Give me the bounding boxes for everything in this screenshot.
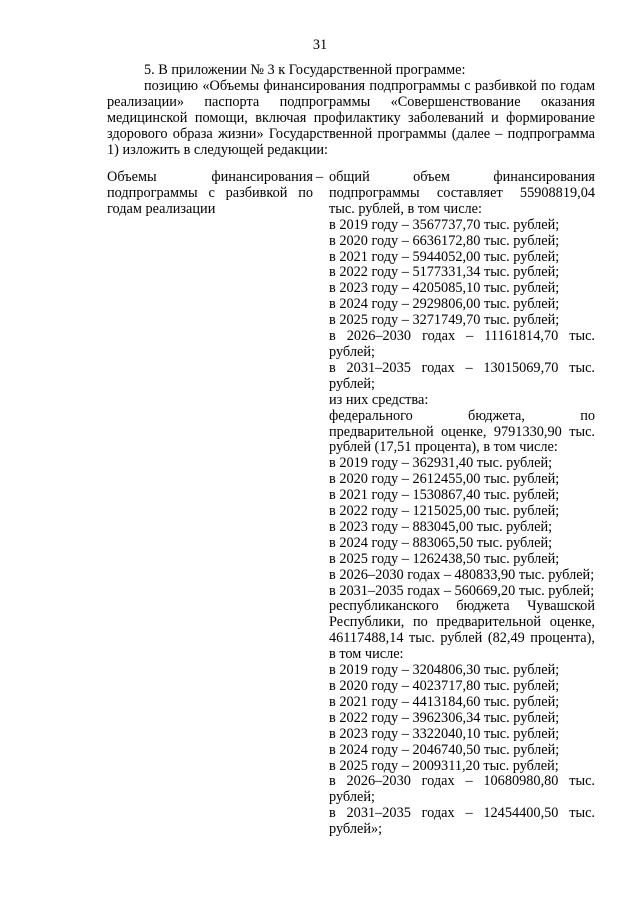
federal-year-line: в 2021 году – 1530867,40 тыс. рублей; bbox=[329, 487, 560, 504]
republic-funding: республиканского бюджета Чувашской Республики, по предварительной оценке, 46117488,14 тыс. рублей (82,49 процента), в том числе: bbox=[329, 598, 595, 663]
total-year-line: в 2019 году – 3567737,70 тыс. рублей; bbox=[329, 216, 560, 233]
federal-year-line: в 2019 году – 362931,40 тыс. рублей; bbox=[329, 455, 553, 472]
total-year-line: в 2020 году – 6636172,80 тыс. рублей; bbox=[329, 232, 560, 249]
total-year-line: в 2031–2035 годах – 13015069,70 тыс. рублей; bbox=[329, 359, 595, 392]
republic-year-line: в 2025 году – 2009311,20 тыс. рублей; bbox=[329, 757, 559, 774]
federal-year-line: в 2031–2035 годах – 560669,20 тыс. рублей; bbox=[329, 582, 595, 599]
total-year-line: в 2021 году – 5944052,00 тыс. рублей; bbox=[329, 248, 560, 265]
funding-details bbox=[329, 170, 595, 838]
federal-year-line: в 2022 году – 1215025,00 тыс. рублей; bbox=[329, 503, 560, 520]
republic-year-line: в 2020 году – 4023717,80 тыс. рублей; bbox=[329, 678, 560, 694]
republic-year-line: в 2022 году – 3962306,34 тыс. рублей; bbox=[329, 709, 560, 726]
intro-paragraph-1: 5. В приложении № 3 к Государственной программе: bbox=[144, 62, 466, 78]
total-year-line: в 2023 году – 4205085,10 тыс. рублей; bbox=[329, 280, 560, 297]
federal-funding: федерального бюджета, по предварительной оценке, 9791330,90 тыс. рублей (17,51 процента), в том числе: bbox=[329, 407, 595, 456]
republic-year-line: в 2026–2030 годах – 10680980,80 тыс. рублей; bbox=[329, 773, 595, 806]
total-year-line: в 2024 году – 2929806,00 тыс. рублей; bbox=[329, 296, 560, 313]
republic-year-line: в 2021 году – 4413184,60 тыс. рублей; bbox=[329, 693, 560, 710]
intro-paragraph-2: позицию «Объемы финансирования подпрограммы с разбивкой по годам реализации» паспорта подпрограммы «Совершенствование оказания медицинской помощи, включая профилактику заболеваний и формирование здорового образа жизни» Государственной программы (далее – подпрограмма 1) изложить в следующей редакции: bbox=[107, 77, 595, 158]
page-number: 31 bbox=[312, 37, 328, 53]
total-year-line: в 2026–2030 годах – 11161814,70 тыс. рублей; bbox=[329, 328, 595, 360]
of-them-label: из них средства: bbox=[329, 391, 429, 408]
republic-year-line: в 2031–2035 годах – 12454400,50 тыс. рублей»; bbox=[329, 805, 595, 838]
total-funding: общий объем финансирования подпрограммы составляет 55908819,04 тыс. рублей, в том числе: bbox=[329, 169, 595, 217]
federal-year-line: в 2020 году – 2612455,00 тыс. рублей; bbox=[329, 471, 560, 488]
federal-year-line: в 2025 году – 1262438,50 тыс. рублей; bbox=[329, 550, 560, 567]
federal-year-line: в 2023 году – 883045,00 тыс. рублей; bbox=[329, 518, 553, 535]
republic-year-line: в 2024 году – 2046740,50 тыс. рублей; bbox=[329, 741, 560, 758]
total-year-line: в 2025 году – 3271749,70 тыс. рублей; bbox=[329, 312, 560, 329]
left-label: Объемы финансирования подпрограммы с разбивкой по годам реализации bbox=[107, 169, 313, 217]
intro-block bbox=[107, 63, 595, 158]
federal-year-line: в 2024 году – 883065,50 тыс. рублей; bbox=[329, 534, 553, 551]
federal-year-line: в 2026–2030 годах – 480833,90 тыс. рублей; bbox=[329, 566, 595, 583]
republic-year-line: в 2019 году – 3204806,30 тыс. рублей; bbox=[329, 662, 560, 679]
total-year-line: в 2022 году – 5177331,34 тыс. рублей; bbox=[329, 264, 560, 281]
label-dash: – bbox=[316, 169, 324, 185]
republic-year-line: в 2023 году – 3322040,10 тыс. рублей; bbox=[329, 725, 560, 742]
